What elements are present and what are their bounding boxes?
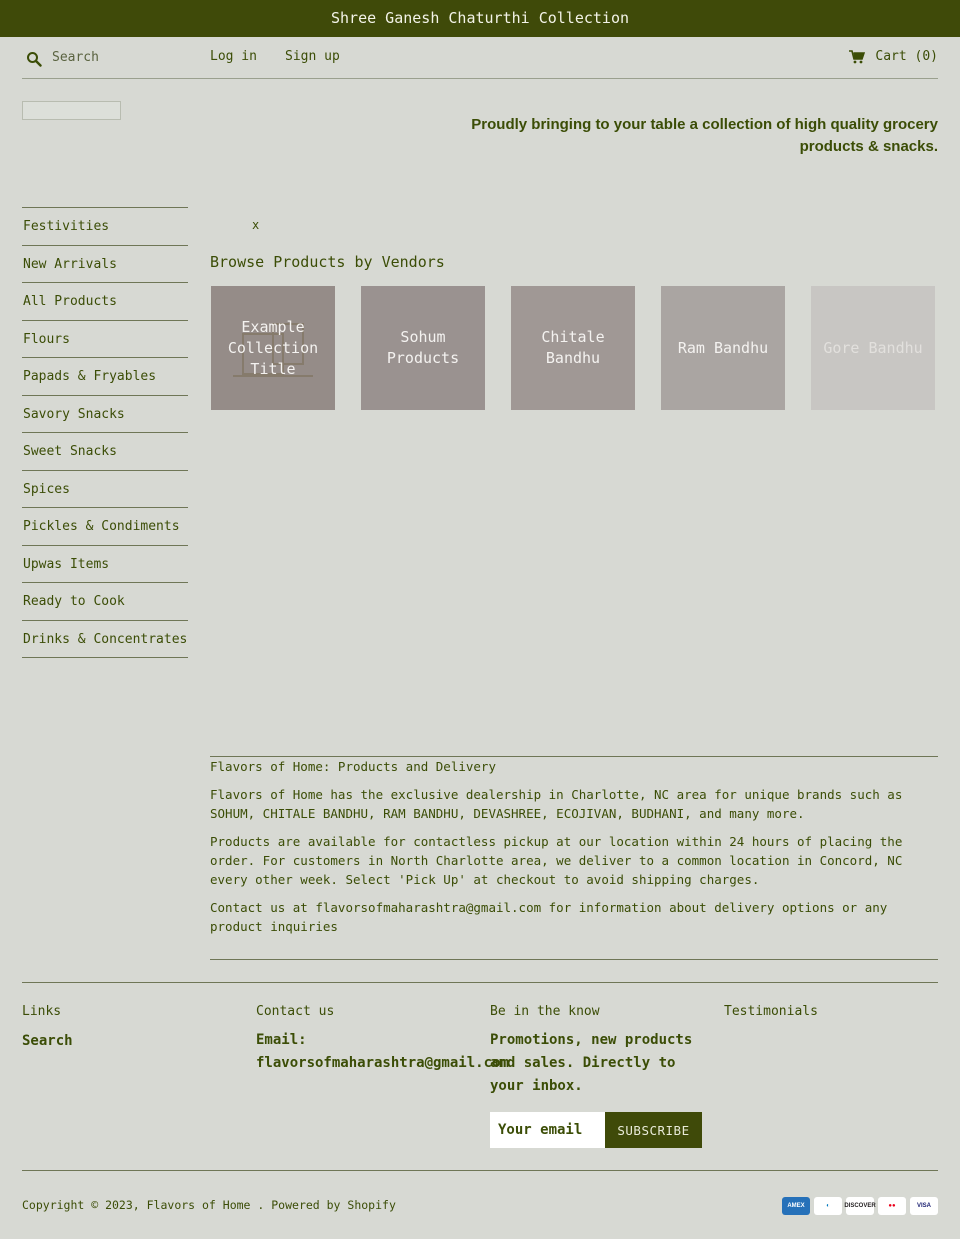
- newsletter-email-input[interactable]: [490, 1112, 605, 1148]
- sidebar-item-pickles[interactable]: Pickles & Condiments: [22, 508, 188, 546]
- cart-icon: [849, 50, 865, 64]
- mastercard-icon: ●●: [878, 1197, 906, 1215]
- cart-label: Cart (0): [875, 49, 938, 64]
- vendor-card-example[interactable]: [211, 286, 335, 410]
- sidebar-item-festivities[interactable]: Festivities: [22, 208, 188, 246]
- site-logo[interactable]: [22, 101, 121, 120]
- about-paragraph: Products are available for contactless pickup at our location within 24 hours of placing the order. For customers in North Charlotte area, we deliver to a common location in Concord, NC every other week. Select 'Pick Up' at checkout to avoid shipping charges.: [210, 834, 903, 887]
- cart-link[interactable]: [849, 49, 938, 64]
- search-input[interactable]: [52, 46, 202, 68]
- sidebar-nav: [22, 207, 188, 658]
- footer-links-heading: Links: [22, 1004, 62, 1019]
- newsletter-form: [490, 1112, 702, 1148]
- sidebar-item-drinks[interactable]: Drinks & Concentrates: [22, 621, 188, 659]
- vendor-card-label: Ram Bandhu: [677, 338, 769, 357]
- footer-contact-email: Email: flavorsofmaharashtra@gmail.com: [256, 1032, 509, 1071]
- footer-contact-column: [256, 1004, 509, 1075]
- sidebar-item-savory-snacks[interactable]: Savory Snacks: [22, 396, 188, 434]
- divider: [210, 959, 938, 960]
- vendor-card-ram-bandhu[interactable]: [661, 286, 785, 410]
- about-section: [210, 757, 910, 936]
- footer-testimonials-column: [724, 1004, 938, 1019]
- sidebar-item-sweet-snacks[interactable]: Sweet Snacks: [22, 433, 188, 471]
- footer-search-link[interactable]: Search: [22, 1033, 73, 1049]
- tagline: Proudly bringing to your table a collection of high quality grocery products & snacks.: [471, 116, 938, 155]
- copyright: Copyright © 2023, Flavors of Home . Powered by Shopify: [22, 1198, 396, 1212]
- sidebar-item-flours[interactable]: Flours: [22, 321, 188, 359]
- discover-icon: DISCOVER: [846, 1197, 874, 1215]
- subscribe-button[interactable]: SUBSCRIBE: [605, 1112, 702, 1148]
- sidebar-item-spices[interactable]: Spices: [22, 471, 188, 509]
- footer-testimonials-heading[interactable]: Testimonials: [724, 1004, 818, 1019]
- sidebar-item-ready-to-cook[interactable]: Ready to Cook: [22, 583, 188, 621]
- sidebar-item-upwas[interactable]: Upwas Items: [22, 546, 188, 584]
- announcement-bar: [0, 0, 960, 37]
- footer-contact-heading: Contact us: [256, 1004, 335, 1019]
- login-link[interactable]: Log in: [210, 49, 257, 64]
- visa-icon: VISA: [910, 1197, 938, 1215]
- payment-icons: [782, 1197, 938, 1215]
- footer-newsletter-text: Promotions, new products and sales. Directly to your inbox.: [490, 1032, 693, 1094]
- vendors-title: Browse Products by Vendors: [210, 253, 445, 271]
- vendor-card-label: Example Collection Title: [227, 317, 319, 378]
- vendor-card-chitale[interactable]: [511, 286, 635, 410]
- footer-newsletter-heading: Be in the know: [490, 1004, 600, 1019]
- vendor-card-gore-bandhu[interactable]: [811, 286, 935, 410]
- footer-newsletter-column: [490, 1004, 702, 1098]
- announcement-text: Shree Ganesh Chaturthi Collection: [330, 9, 629, 27]
- about-paragraph: Flavors of Home has the exclusive dealership in Charlotte, NC area for unique brands such as SOHUM, CHITALE BANDHU, RAM BANDHU, DEVASHREE, ECOJIVAN, BUDHANI, and many more.: [210, 787, 903, 821]
- vendor-card-label: Gore Bandhu: [823, 338, 923, 357]
- sidebar-item-all-products[interactable]: All Products: [22, 283, 188, 321]
- header-bar: [22, 37, 938, 79]
- footer-links-column: [22, 1004, 242, 1049]
- amex-icon: AMEX: [782, 1197, 810, 1215]
- signup-link[interactable]: Sign up: [285, 49, 340, 64]
- broken-image-icon: x: [252, 218, 260, 232]
- search-icon[interactable]: [26, 51, 42, 67]
- vendor-card-label: Chitale Bandhu: [541, 328, 605, 367]
- divider: [22, 1170, 938, 1171]
- diners-icon: ◐: [814, 1197, 842, 1215]
- sidebar-item-new-arrivals[interactable]: New Arrivals: [22, 246, 188, 284]
- divider: [22, 982, 938, 983]
- about-heading: Flavors of Home: Products and Delivery: [210, 759, 496, 774]
- about-paragraph: Contact us at flavorsofmaharashtra@gmail.com for information about delivery options or any product inquiries: [210, 900, 888, 934]
- vendor-card-sohum[interactable]: [361, 286, 485, 410]
- vendor-card-label: Sohum Products: [386, 328, 460, 367]
- sidebar-item-papads[interactable]: Papads & Fryables: [22, 358, 188, 396]
